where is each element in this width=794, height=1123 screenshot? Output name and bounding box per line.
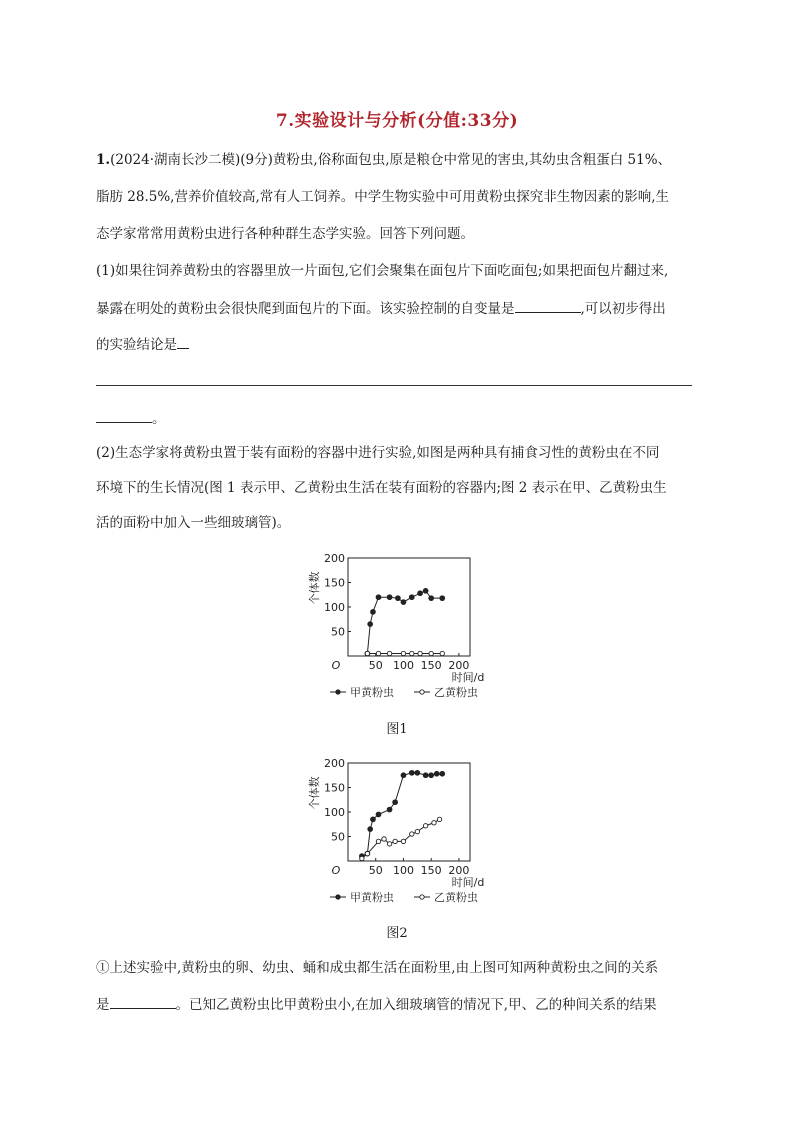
data-point-jia [396,596,401,601]
x-tick-label: 150 [420,659,442,672]
figure-2-svg [300,755,500,910]
part1-line-2 [96,298,666,319]
part2-q1-line-2-after: 。已知乙黄粉虫比甲黄粉虫小,在加入细玻璃管的情况下,甲、乙的种间关系的结果 [175,997,657,1013]
data-point-jia [371,610,376,615]
part2-line-3: 活的面粉中加入一些细玻璃管)。 [96,515,291,531]
part2-line-2: 环境下的生长情况(图 1 表示甲、乙黄粉虫生活在装有面粉的容器内;图 2 表示在甲、乙黄粉虫生 [96,480,667,496]
x-tick-label: 50 [368,659,383,672]
legend-marker [420,895,424,899]
data-point-jia [409,595,414,600]
part2-q1-line-2 [96,994,657,1015]
data-point-jia [409,770,414,775]
figure-1-chart [300,550,500,705]
part1-line-4-end: 。 [152,411,166,427]
y-tick-label: 50 [331,625,345,639]
legend-label: 甲黄粉虫 [350,686,394,699]
data-point-jia [429,773,434,778]
plot-frame [348,763,470,861]
part1-line-3-text: 的实验结论是 [96,337,177,353]
answer-blank-independent-variable[interactable] [515,298,581,313]
legend-label: 乙黄粉虫 [434,891,478,904]
data-point-yi [401,839,405,843]
question-intro-2: 脂肪 28.5%,营养价值较高,常有人工饲养。中学生物实验中可用黄粉虫探究非生物因素的影响,生 [96,189,670,205]
y-tick-label: 150 [324,576,345,590]
y-tick-label: 50 [331,830,345,844]
data-point-jia [401,600,406,605]
data-point-jia [429,596,434,601]
data-point-jia [393,800,398,805]
part1-line-2-after: ,可以初步得出 [580,301,666,317]
x-axis-title: 时间/d [451,876,485,889]
data-point-yi [360,856,364,860]
data-point-yi [382,837,386,841]
data-point-jia [368,827,373,832]
part1-line-1: (1)如果往饲养黄粉虫的容器里放一片面包,它们会聚集在面包片下面吃面包;如果把面包片翻过来, [96,263,669,279]
data-point-jia [418,591,423,596]
data-point-yi [415,829,419,833]
data-point-yi [365,651,369,655]
data-point-yi [432,821,436,825]
x-tick-label: 100 [392,659,414,672]
y-tick-label: 200 [324,552,345,565]
data-point-jia [423,773,428,778]
x-axis-title: 时间/d [451,671,485,684]
data-point-yi [365,851,369,855]
part1-line-2-before: 暴露在明处的黄粉虫会很快爬到面包片的下面。该实验控制的自变量是 [96,301,515,317]
y-tick-label: 100 [324,806,345,819]
data-point-jia [415,770,420,775]
y-tick-label: 150 [324,781,345,795]
y-tick-label: 200 [324,757,345,770]
part2-q1-line-2-before: 是 [96,997,110,1013]
x-tick-label: 50 [368,864,383,877]
figure-1-svg [300,550,500,705]
data-point-jia [434,771,439,776]
page-title: 7.实验设计与分析(分值:33分) [275,111,519,131]
data-point-yi [429,651,433,655]
origin-label: O [331,864,341,877]
data-point-yi [418,651,422,655]
figure-2-chart [300,755,500,910]
x-tick-label: 100 [392,864,414,877]
plot-frame [348,558,470,656]
legend-marker [336,690,340,694]
data-point-jia [387,595,392,600]
y-axis-title: 个体数 [308,776,321,810]
question-number: 1. [96,152,111,168]
figure-2-caption: 图2 [386,926,408,941]
data-point-jia [387,807,392,812]
data-point-yi [393,839,397,843]
data-point-jia [371,817,376,822]
legend-label: 乙黄粉虫 [434,686,478,699]
question-line-1 [96,150,671,170]
x-tick-label: 200 [448,659,470,672]
y-axis-title: 个体数 [308,571,321,605]
origin-label: O [331,659,341,672]
x-tick-label: 200 [448,864,470,877]
part1-line-3 [96,334,189,355]
data-point-jia [376,812,381,817]
data-point-yi [410,832,414,836]
data-point-yi [387,842,391,846]
question-intro-1: (2024·湖南长沙二模)(9分)黄粉虫,俗称面包虫,原是粮仓中常见的害虫,其幼虫含粗蛋白 51%、 [110,152,672,168]
answer-line-conclusion[interactable] [96,385,692,386]
data-point-yi [401,651,405,655]
data-point-yi [387,651,391,655]
data-point-yi [410,651,414,655]
data-point-yi [376,839,380,843]
part2-q1-line-1: ①上述实验中,黄粉虫的卵、幼虫、蛹和成虫都生活在面粉里,由上图可知两种黄粉虫之间的关系 [96,960,659,976]
answer-blank-conclusion-end[interactable] [96,408,152,423]
data-point-jia [440,771,445,776]
data-point-yi [437,817,441,821]
legend-marker [420,690,424,694]
legend-marker [336,895,340,899]
data-point-yi [423,824,427,828]
figure-1-caption: 图1 [386,722,408,737]
legend-label: 甲黄粉虫 [350,891,394,904]
data-point-yi [440,651,444,655]
y-tick-label: 100 [324,601,345,614]
data-point-jia [423,588,428,593]
data-point-jia [401,773,406,778]
part1-line-4 [96,408,166,429]
answer-blank-conclusion-start[interactable] [177,334,189,349]
data-point-jia [440,596,445,601]
part2-line-1: (2)生态学家将黄粉虫置于装有面粉的容器中进行实验,如图是两种具有捕食习性的黄粉虫在不同 [96,445,660,461]
question-intro-3: 态学家常常用黄粉虫进行各种种群生态学实验。回答下列问题。 [96,226,474,242]
x-tick-label: 150 [420,864,442,877]
data-point-jia [368,622,373,627]
data-point-yi [376,651,380,655]
answer-blank-relationship[interactable] [110,994,176,1009]
data-point-jia [376,595,381,600]
